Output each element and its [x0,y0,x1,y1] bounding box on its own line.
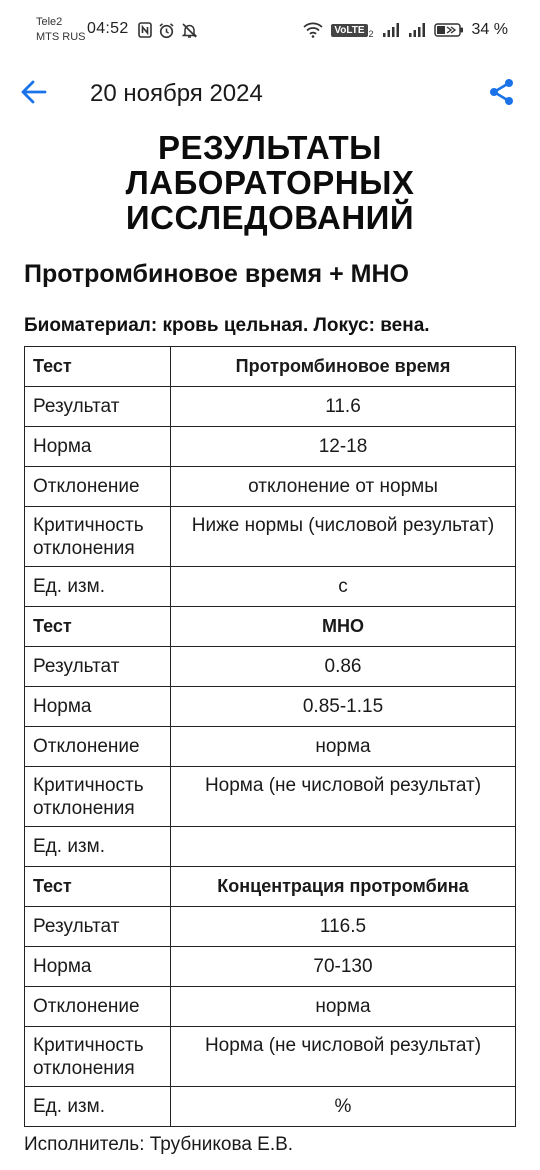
row-label-cell: Результат [25,647,171,687]
biomaterial-info: Биоматериал: кровь цельная. Локус: вена. [24,315,430,336]
row-label-cell: Норма [25,687,171,727]
row-label-cell: Отклонение [25,727,171,767]
battery-icon [434,20,464,40]
row-value-cell: 116.5 [171,907,516,947]
row-label-cell: Отклонение [25,987,171,1027]
page-date: 20 ноября 2024 [90,80,263,107]
row-value-cell: 0.86 [171,647,516,687]
table-row [25,387,516,427]
header-label-cell: Тест [25,607,171,647]
row-label-cell: Результат [25,907,171,947]
row-value-cell [171,827,516,867]
table-row [25,647,516,687]
table-header-row [25,607,516,647]
row-value-cell: Ниже нормы (числовой результат) [171,507,516,567]
row-value-cell: 0.85-1.15 [171,687,516,727]
carrier-info [36,15,86,45]
row-value-cell: 70-130 [171,947,516,987]
table-row [25,947,516,987]
row-label-cell: Норма [25,947,171,987]
table-header-row [25,867,516,907]
table-row [25,687,516,727]
table-row [25,987,516,1027]
row-value-cell: Норма (не числовой результат) [171,1027,516,1087]
table-row [25,507,516,567]
status-bar [0,0,540,60]
row-label-cell: Критичность отклонения [25,767,171,827]
row-value-cell: Норма (не числовой результат) [171,767,516,827]
row-label-cell: Критичность отклонения [25,1027,171,1087]
row-value-cell: норма [171,987,516,1027]
table-row [25,567,516,607]
test-panel-title: Протромбиновое время + МНО [24,260,409,288]
status-left-icons [138,20,198,40]
mute-icon [181,20,198,40]
table-row [25,827,516,867]
row-label-cell: Отклонение [25,467,171,507]
status-right-icons [303,20,508,40]
row-label-cell: Ед. изм. [25,827,171,867]
carrier-2: MTS RUS [36,31,86,43]
table-row [25,727,516,767]
share-button[interactable] [486,78,518,110]
battery-percent: 34 % [471,21,508,38]
row-value-cell: норма [171,727,516,767]
status-time: 04:52 [87,20,129,37]
nfc-icon [138,20,152,40]
row-value-cell: с [171,567,516,607]
table-row [25,767,516,827]
back-button[interactable] [18,78,50,110]
header-label-cell: Тест [25,347,171,387]
title-line-2: ЛАБОРАТОРНЫХ [125,164,415,201]
row-label-cell: Ед. изм. [25,1087,171,1127]
table-row [25,1087,516,1127]
row-label-cell: Результат [25,387,171,427]
table-header-row [25,347,516,387]
table-row [25,907,516,947]
alarm-icon [158,20,175,40]
share-icon [489,78,515,111]
table-row [25,427,516,467]
signal-icon [408,20,426,40]
table-row [25,467,516,507]
test-name-cell: Протромбиновое время [171,347,516,387]
performer-info: Исполнитель: Трубникова Е.В. [24,1134,294,1155]
row-value-cell: % [171,1087,516,1127]
row-value-cell: 12-18 [171,427,516,467]
page-title [0,130,540,235]
title-line-3: ИССЛЕДОВАНИЙ [125,199,415,236]
volte-icon [331,20,373,40]
signal-icon [382,20,400,40]
test-name-cell: Концентрация протромбина [171,867,516,907]
row-value-cell: 11.6 [171,387,516,427]
table-row [25,1027,516,1087]
app-bar [0,74,540,114]
row-label-cell: Критичность отклонения [25,507,171,567]
row-value-cell: отклонение от нормы [171,467,516,507]
title-line-1: РЕЗУЛЬТАТЫ [158,129,382,166]
volte-sub: 2 [368,29,374,39]
results-table [24,346,516,1127]
volte-label: VoLTE [331,24,367,37]
row-label-cell: Ед. изм. [25,567,171,607]
wifi-icon [303,20,323,40]
row-label-cell: Норма [25,427,171,467]
back-arrow-icon [20,78,48,111]
test-name-cell: МНО [171,607,516,647]
carrier-1: Tele2 [36,16,63,28]
header-label-cell: Тест [25,867,171,907]
